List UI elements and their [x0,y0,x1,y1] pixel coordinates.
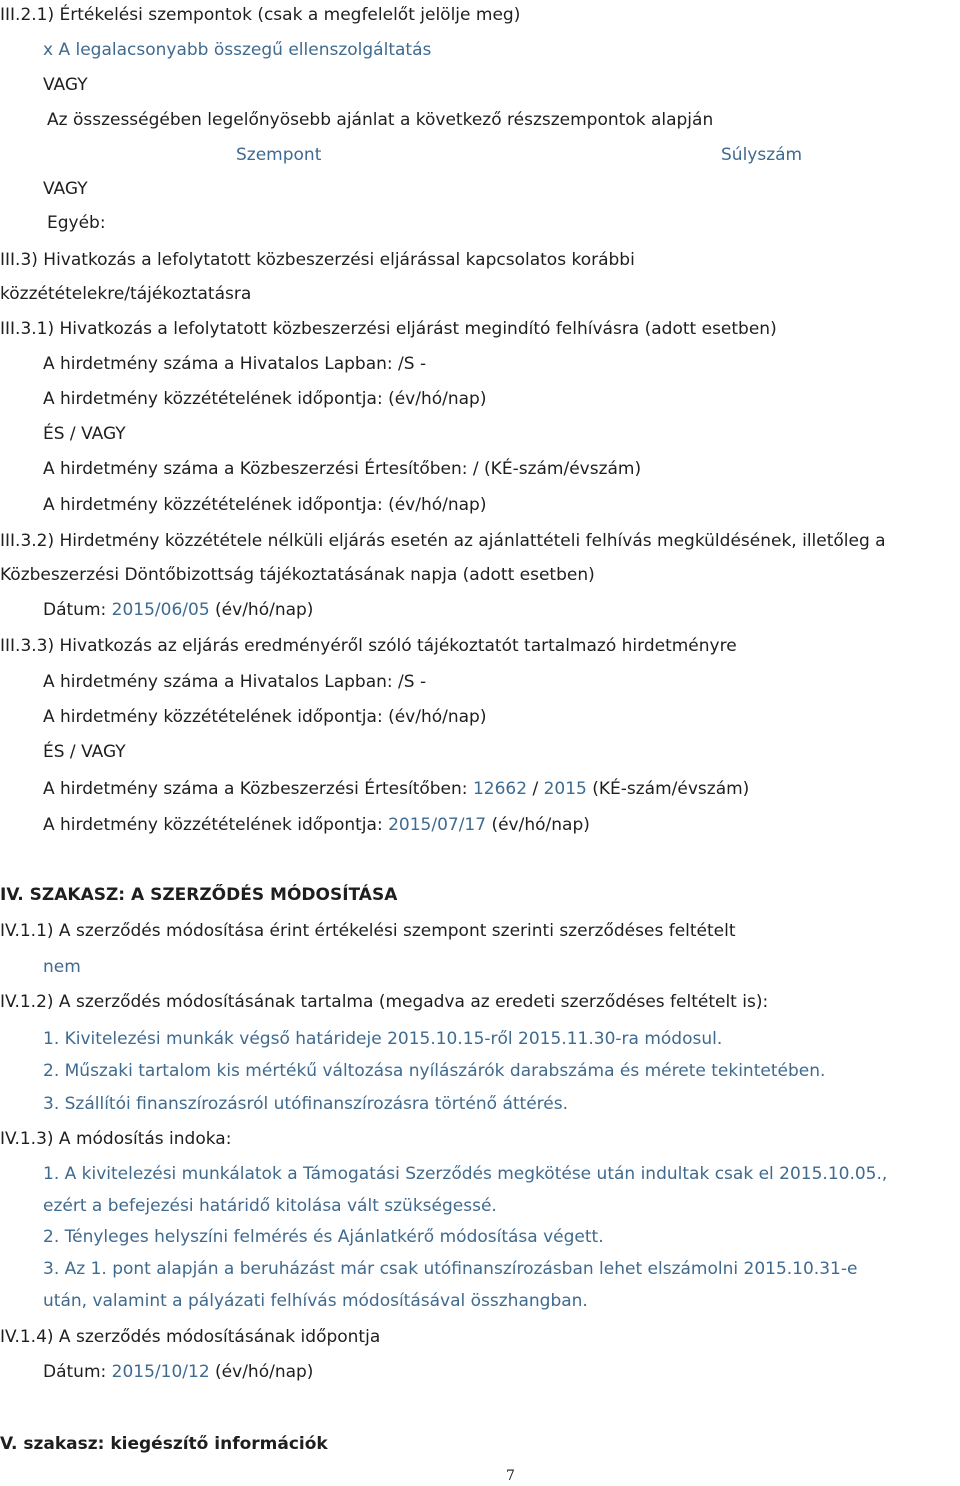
date-label: Dátum: [43,1362,107,1382]
and-or-label: ÉS / VAGY [43,742,126,762]
date-value: 2015/10/12 [111,1362,210,1382]
date-label: Dátum: [43,600,107,620]
oj-notice-date: A hirdetmény közzétételének időpontja: (év/hó/nap) [43,707,487,727]
section-heading-iii-2-1: III.2.1) Értékelési szempontok (csak a megfelelőt jelölje meg) [0,5,521,25]
or-label: VAGY [43,75,88,95]
answer-iv-1-2-item: 1. Kivitelezési munkák végső határideje 2015.10.15-ről 2015.11.30-ra módosul. [43,1029,723,1049]
question-iv-1-3: IV.1.3) A módosítás indoka: [0,1129,232,1149]
ke-year-value: 2015 [543,779,587,799]
modification-date-line [43,1361,313,1383]
date-value: 2015/06/05 [111,600,210,620]
answer-iv-1-3-line: 3. Az 1. pont alapján a beruházást már csak utófinanszírozásban lehet elszámolni 2015.10.31-e [43,1259,858,1279]
section-heading-iii-3: III.3) Hivatkozás a lefolytatott közbeszerzési eljárással kapcsolatos korábbi [0,250,635,270]
page-number: 7 [506,1468,515,1484]
criterion-option-best-value: Az összességében legelőnyösebb ajánlat a következő részszempontok alapján [47,110,714,130]
ke-notice-number [43,778,749,800]
date-unit: (év/hó/nap) [491,815,590,835]
answer-iv-1-1: nem [43,957,81,977]
date-label: A hirdetmény közzétételének időpontja: [43,815,383,835]
ke-notice-date: A hirdetmény közzétételének időpontja: (év/hó/nap) [43,495,487,515]
question-iv-1-1: IV.1.1) A szerződés módosítása érint értékelési szempont szerinti szerződéses feltételt [0,921,736,941]
section-heading-iii-3-cont: közzétételekre/tájékoztatásra [0,284,252,304]
answer-iv-1-3-line: után, valamint a pályázati felhívás módosításával összhangban. [43,1291,588,1311]
and-or-label: ÉS / VAGY [43,424,126,444]
ke-notice-date [43,814,590,836]
ke-label: A hirdetmény száma a Közbeszerzési Értesítőben: [43,779,468,799]
date-unit: (év/hó/nap) [215,1362,314,1382]
section-heading-iii-3-2: III.3.2) Hirdetmény közzététele nélküli eljárás esetén az ajánlattételi felhívás megküldésének, illetőleg a [0,531,886,551]
date-value: 2015/07/17 [388,815,487,835]
ke-unit: (KÉ-szám/évszám) [592,779,750,799]
column-header-weight: Súlyszám [721,145,803,165]
question-iv-1-4: IV.1.4) A szerződés módosításának időpontja [0,1327,381,1347]
criterion-option-lowest-price [43,39,431,61]
answer-iv-1-2-item: 2. Műszaki tartalom kis mértékű változása nyílászárók darabszáma és mérete tekintetében. [43,1061,826,1081]
selected-mark: x [43,40,54,60]
answer-iv-1-2-item: 3. Szállítói finanszírozásról utófinanszírozásra történő áttérés. [43,1094,568,1114]
oj-notice-date: A hirdetmény közzétételének időpontja: (év/hó/nap) [43,389,487,409]
oj-notice-number: A hirdetmény száma a Hivatalos Lapban: /S - [43,672,427,692]
answer-iv-1-3-line: 2. Tényleges helyszíni felmérés és Ajánlatkérő módosítása végett. [43,1227,604,1247]
section-title-iv: IV. SZAKASZ: A SZERZŐDÉS MÓDOSÍTÁSA [0,885,398,905]
or-label: VAGY [43,179,88,199]
section-heading-iii-3-3: III.3.3) Hivatkozás az eljárás eredményéről szóló tájékoztatót tartalmazó hirdetményre [0,636,737,656]
ke-notice-number: A hirdetmény száma a Közbeszerzési Értesítőben: / (KÉ-szám/évszám) [43,459,642,479]
option-label: A legalacsonyabb összegű ellenszolgáltatás [58,40,432,60]
ke-separator: / [532,779,539,799]
section-heading-iii-3-2-cont: Közbeszerzési Döntőbizottság tájékoztatásának napja (adott esetben) [0,565,595,585]
section-title-v: V. szakasz: kiegészítő információk [0,1434,328,1454]
section-heading-iii-3-1: III.3.1) Hivatkozás a lefolytatott közbeszerzési eljárást megindító felhívásra (adott esetben) [0,319,777,339]
notice-date-line [43,599,313,621]
date-unit: (év/hó/nap) [215,600,314,620]
ke-number-value: 12662 [472,779,528,799]
oj-notice-number: A hirdetmény száma a Hivatalos Lapban: /S - [43,354,427,374]
answer-iv-1-3-line: 1. A kivitelezési munkálatok a Támogatási Szerződés megkötése után indultak csak el 2015.10.05., [43,1164,888,1184]
criterion-option-other: Egyéb: [47,213,106,233]
question-iv-1-2: IV.1.2) A szerződés módosításának tartalma (megadva az eredeti szerződéses feltételt is): [0,992,769,1012]
column-header-criterion: Szempont [236,145,322,165]
answer-iv-1-3-line: ezért a befejezési határidő kitolása vált szükségessé. [43,1196,497,1216]
